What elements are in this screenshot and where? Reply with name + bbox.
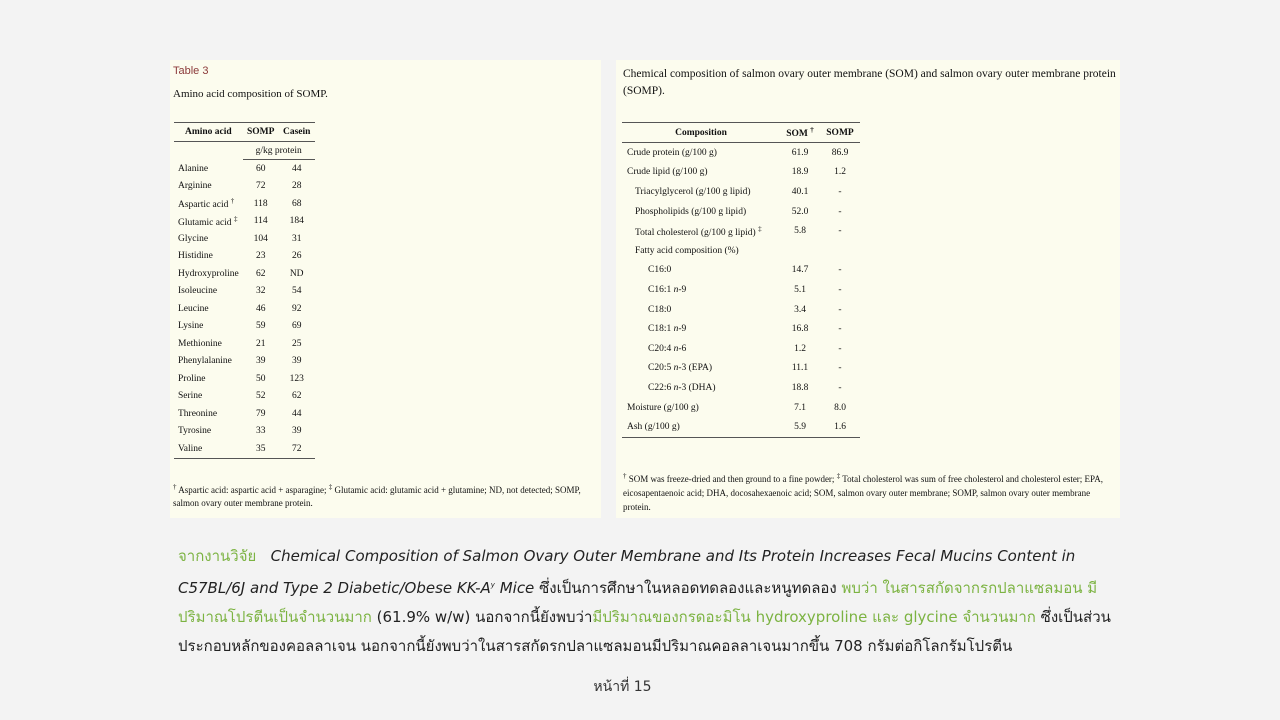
somp-value: 86.9 — [831, 147, 849, 158]
casein-value: 31 — [291, 233, 302, 244]
table-row — [622, 417, 860, 437]
table-row — [174, 353, 315, 371]
composition-name: Total cholesterol (g/100 g lipid) ‡ — [635, 224, 762, 238]
casein-value: 25 — [291, 338, 302, 349]
table-row — [174, 248, 315, 266]
somp-value: - — [838, 324, 842, 335]
somp-value: - — [838, 363, 842, 374]
composition-name: Crude protein (g/100 g) — [627, 147, 717, 158]
table-row — [174, 283, 315, 301]
amino-acid-table — [174, 122, 315, 459]
caption-highlight-1: พบว่า ในสารสกัดจากรกปลาแซลมอน มีปริมาณโปรตีนเป็นจำนวนมาก — [178, 579, 1098, 626]
som-table-footnote: † SOM was freeze-dried and then ground to a fine powder; ‡ Total cholesterol was sum of free cholesterol and cholesterol ester; EPA, eicosapentaenoic acid; DHA, docosahexaenoic acid; SOM, salmon ovary outer membrane; SOMP, salmon ovary outer membrane protein. — [623, 472, 1103, 512]
composition-table — [622, 122, 860, 438]
table-row — [174, 300, 315, 318]
somp-value: - — [838, 186, 842, 197]
composition-name: C18:1 n-9 — [648, 324, 687, 335]
casein-value: 123 — [289, 373, 304, 384]
table-row — [622, 378, 860, 398]
header-casein: Casein — [279, 123, 315, 142]
casein-value: 44 — [291, 163, 302, 174]
somp-value: 8.0 — [834, 402, 846, 413]
composition-name: C22:6 n-3 (DHA) — [648, 382, 716, 393]
amino-acid-name: Aspartic acid † — [178, 197, 235, 211]
table-header-row — [174, 123, 315, 142]
table-row — [622, 300, 860, 320]
somp-value — [820, 241, 860, 261]
somp-value: - — [838, 343, 842, 354]
amino-acid-name: Phenylalanine — [178, 356, 232, 367]
table-header-row — [622, 123, 860, 143]
somp-value: - — [838, 284, 842, 295]
somp-value: 1.6 — [820, 417, 860, 437]
somp-value: 23 — [255, 251, 266, 262]
table-row — [622, 319, 860, 339]
unit-label: g/kg protein — [243, 142, 315, 160]
casein-value: 54 — [291, 286, 302, 297]
amino-acid-name: Serine — [178, 391, 203, 402]
casein-value: 39 — [291, 426, 302, 437]
som-value: 3.4 — [794, 304, 806, 315]
composition-name: C16:0 — [648, 265, 672, 276]
amino-acid-name: Histidine — [178, 251, 213, 262]
somp-value: 60 — [255, 163, 266, 174]
somp-value: 1.2 — [834, 167, 846, 178]
table-row — [174, 423, 315, 441]
som-value: 18.9 — [791, 167, 809, 178]
table-row — [174, 388, 315, 406]
som-value: 16.8 — [791, 324, 809, 335]
somp-value: 72 — [255, 181, 266, 192]
amino-acid-name: Methionine — [178, 338, 222, 349]
caption-text-2: (61.9% w/w) นอกจากนี้ยังพบว่า — [371, 608, 593, 626]
composition-name: Triacylglycerol (g/100 g lipid) — [635, 186, 751, 197]
som-value — [780, 241, 820, 261]
composition-name: Fatty acid composition (%) — [635, 245, 739, 256]
somp-value: 39 — [255, 356, 266, 367]
composition-name: C18:0 — [648, 304, 672, 315]
composition-name: Moisture (g/100 g) — [627, 402, 699, 413]
amino-acid-name: Leucine — [178, 303, 209, 314]
amino-acid-name: Threonine — [178, 408, 218, 419]
table-row — [622, 261, 860, 281]
somp-value: 35 — [243, 440, 279, 458]
som-value: 40.1 — [791, 186, 809, 197]
composition-name: Crude lipid (g/100 g) — [627, 167, 708, 178]
table-row — [174, 195, 315, 213]
somp-value: 50 — [255, 373, 266, 384]
table-row — [622, 398, 860, 418]
casein-value: 62 — [291, 391, 302, 402]
somp-value: 118 — [253, 198, 268, 209]
som-value: 7.1 — [794, 402, 806, 413]
somp-value: 52 — [255, 391, 266, 402]
som-value: 14.7 — [791, 265, 809, 276]
som-value: 11.1 — [791, 363, 809, 374]
table-row — [622, 202, 860, 222]
table-number: Table 3 — [173, 65, 209, 77]
som-value: 5.1 — [794, 284, 806, 295]
table-row — [174, 440, 315, 458]
composition-name: C20:5 n-3 (EPA) — [648, 363, 713, 374]
casein-value: 92 — [291, 303, 302, 314]
composition-name: C16:1 n-9 — [648, 284, 687, 295]
casein-value: 68 — [291, 198, 302, 209]
table-row — [622, 280, 860, 300]
amino-acid-name: Isoleucine — [178, 286, 218, 297]
casein-value: 28 — [291, 181, 302, 192]
casein-value: ND — [289, 268, 304, 279]
composition-name: C20:4 n-6 — [648, 343, 687, 354]
casein-value: 39 — [291, 356, 302, 367]
table-row — [622, 163, 860, 183]
casein-value: 72 — [279, 440, 315, 458]
unit-row — [174, 142, 315, 160]
som-table-panel — [616, 60, 1120, 518]
somp-value: 62 — [255, 268, 266, 279]
som-value: 52.0 — [791, 206, 809, 217]
caption-paragraph — [178, 542, 1138, 661]
somp-value: 114 — [253, 216, 268, 227]
table-row — [174, 405, 315, 423]
table-row — [174, 160, 315, 178]
table-row — [174, 213, 315, 231]
paper-title: Chemical Composition of Salmon Ovary Outer Membrane and Its Protein Increases Fecal Mucins Content in C57BL/6J and Type 2 Diabetic/Obese $KK-A^y$ Mice — [178, 547, 1076, 597]
som-value: 5.8 — [794, 226, 806, 237]
table-row — [174, 335, 315, 353]
amino-acid-name: Hydroxyproline — [178, 268, 239, 279]
composition-name: Ash (g/100 g) — [622, 417, 780, 437]
table-row — [622, 359, 860, 379]
table-row — [174, 370, 315, 388]
amino-acid-name: Valine — [174, 440, 243, 458]
somp-value: 79 — [255, 408, 266, 419]
caption-highlight-2: มีปริมาณของกรดอะมิโน hydroxyproline และ glycine จำนวนมาก — [592, 608, 1036, 626]
somp-value: 33 — [255, 426, 266, 437]
som-value: 5.9 — [780, 417, 820, 437]
som-value: 18.8 — [791, 382, 809, 393]
somp-value: - — [838, 226, 842, 237]
casein-value: 184 — [289, 216, 304, 227]
somp-value: 104 — [253, 233, 268, 244]
somp-value: 46 — [255, 303, 266, 314]
caption-text-1: ซึ่งเป็นการศึกษาในหลอดทดลองและหนูทดลอง — [534, 579, 842, 597]
table-row — [622, 339, 860, 359]
som-value: 1.2 — [794, 343, 806, 354]
amino-acid-name: Alanine — [178, 163, 209, 174]
amino-acid-name: Tyrosine — [178, 426, 212, 437]
somp-value: - — [838, 304, 842, 315]
som-value: 61.9 — [791, 147, 809, 158]
amino-acid-name: Lysine — [178, 321, 204, 332]
table-row — [174, 230, 315, 248]
table-row — [622, 182, 860, 202]
table-row — [622, 221, 860, 241]
composition-name: Phospholipids (g/100 g lipid) — [635, 206, 747, 217]
casein-value: 69 — [291, 321, 302, 332]
casein-value: 26 — [291, 251, 302, 262]
table-row — [174, 265, 315, 283]
table3-title: Amino acid composition of SOMP. — [173, 88, 328, 100]
table-row — [622, 143, 860, 163]
amino-acid-name: Proline — [178, 373, 206, 384]
header-som: SOM † — [780, 123, 820, 143]
header-composition: Composition — [622, 123, 780, 143]
page-number: หน้าที่ 15 — [593, 679, 652, 695]
amino-acid-name: Arginine — [178, 181, 212, 192]
somp-value: 32 — [255, 286, 266, 297]
somp-value: - — [838, 382, 842, 393]
table-row — [174, 318, 315, 336]
caption-text-3: ซึ่งเป็นส่วนประกอบหลักของคอลลาเจน นอกจากนี้ยังพบว่าในสารสกัดรกปลาแซลมอนมีปริมาณคอลลาเจนมากขึ้น 708 กรัมต่อกิโลกรัมโปรตีน — [178, 608, 1111, 655]
table-row — [174, 178, 315, 196]
table-row — [622, 241, 860, 261]
som-table-title: Chemical composition of salmon ovary outer membrane (SOM) and salmon ovary outer membrane protein (SOMP). — [623, 68, 1116, 97]
caption-lead: จากงานวิจัย — [178, 547, 257, 565]
table3-footnote: † Aspartic acid: aspartic acid + asparagine; ‡ Glutamic acid: glutamic acid + glutamine; ND, not detected; SOMP, salmon ovary outer membrane protein. — [173, 483, 581, 508]
header-somp: SOMP — [820, 123, 860, 143]
somp-value: - — [838, 206, 842, 217]
somp-value: - — [838, 265, 842, 276]
casein-value: 44 — [291, 408, 302, 419]
amino-acid-name: Glycine — [178, 233, 209, 244]
somp-value: 21 — [255, 338, 266, 349]
somp-value: 59 — [255, 321, 266, 332]
amino-acid-name: Glutamic acid ‡ — [178, 214, 238, 228]
header-somp: SOMP — [243, 123, 279, 142]
header-amino-acid: Amino acid — [174, 123, 243, 142]
table3-panel — [170, 60, 601, 518]
